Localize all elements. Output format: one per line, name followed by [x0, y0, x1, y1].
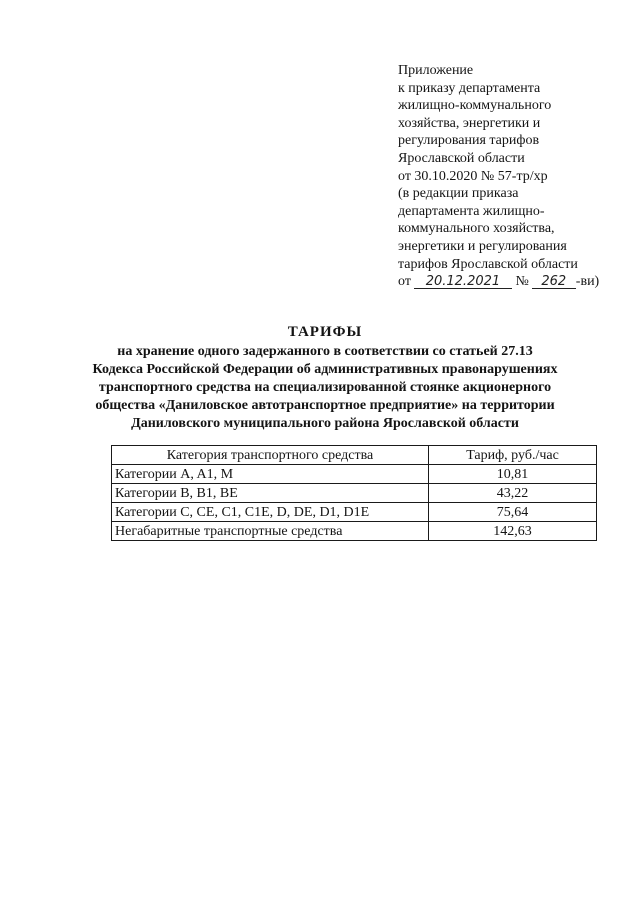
category-cell: Негабаритные транспортные средства [112, 522, 429, 541]
appendix-line: к приказу департамента [398, 80, 541, 96]
column-header-tariff: Тариф, руб./час [429, 446, 597, 465]
table-row [112, 503, 597, 522]
tariff-cell: 75,64 [429, 503, 597, 522]
appendix-line: жилищно-коммунального [398, 98, 552, 114]
appendix-line: тарифов Ярославской области [398, 256, 578, 272]
number-prefix: № [515, 274, 529, 290]
subtitle-line: Даниловского муниципального района Ярославской области [131, 416, 519, 431]
tariff-table [111, 445, 597, 541]
appendix-line: энергетики и регулирования [398, 238, 567, 254]
tariff-cell: 43,22 [429, 484, 597, 503]
subtitle-line: транспортного средства на специализированной стоянке акционерного [98, 380, 552, 395]
handwritten-date: 20.12.2021 [414, 275, 512, 289]
table-header-row [112, 446, 597, 465]
table-row [112, 484, 597, 503]
appendix-line: коммунального хозяйства, [398, 221, 555, 237]
handwritten-number: 262 [532, 275, 576, 289]
subtitle-line: общества «Даниловское автотранспортное предприятие» на территории [95, 398, 555, 413]
appendix-line: (в редакции приказа [398, 186, 519, 202]
category-cell: Категории B, B1, BE [112, 484, 429, 503]
category-cell: Категории C, CE, C1, C1E, D, DE, D1, D1E [112, 503, 429, 522]
appendix-line: от 30.10.2020 № 57-тр/хр [398, 168, 548, 184]
date-prefix: от [398, 274, 411, 290]
appendix-date-line [398, 273, 633, 291]
document-title: ТАРИФЫ [287, 324, 363, 340]
tariff-cell: 142,63 [429, 522, 597, 541]
appendix-line: регулирования тарифов [398, 133, 540, 149]
appendix-line: хозяйства, энергетики и [398, 115, 541, 131]
document-subtitle [90, 343, 560, 433]
appendix-line: департамента жилищно- [398, 203, 545, 219]
tariff-cell: 10,81 [429, 465, 597, 484]
subtitle-line: на хранение одного задержанного в соответствии со статьей 27.13 [117, 344, 533, 359]
table-row [112, 465, 597, 484]
category-cell: Категории A, A1, M [112, 465, 429, 484]
table-row [112, 522, 597, 541]
appendix-line: Приложение [398, 63, 474, 78]
number-suffix: -ви) [575, 274, 600, 290]
subtitle-line: Кодекса Российской Федерации об административных правонарушениях [92, 362, 558, 377]
appendix-line: Ярославской области [398, 150, 525, 166]
appendix-block [398, 62, 633, 291]
column-header-category: Категория транспортного средства [112, 446, 429, 465]
